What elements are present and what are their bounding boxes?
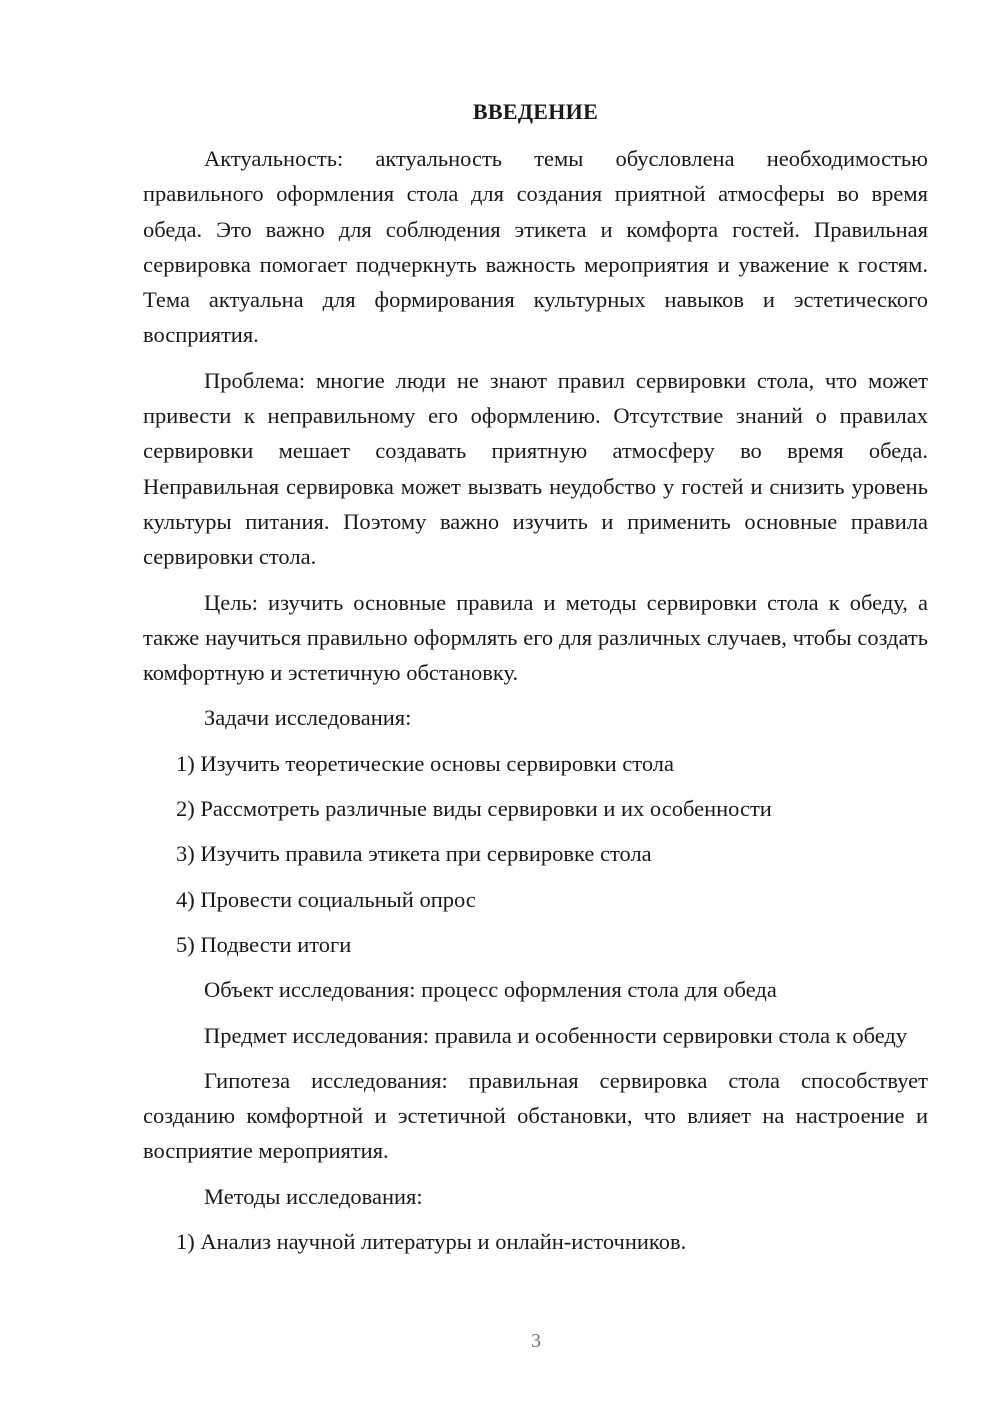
task-item: 2) Рассмотреть различные виды сервировки и их особенности bbox=[176, 796, 772, 822]
task-item: 1) Изучить теоретические основы сервировки стола bbox=[176, 750, 674, 776]
page-body bbox=[143, 94, 928, 1269]
paragraph-hypothesis: Гипотеза исследования: правильная сервировка стола способствует созданию комфортной и эстетичной обстановки, что влияет на настроение и восприятие мероприятия. bbox=[143, 1067, 928, 1164]
paragraph-object: Объект исследования: процесс оформления стола для обеда bbox=[204, 977, 777, 1003]
page-number: 3 bbox=[531, 1330, 541, 1352]
task-item: 3) Изучить правила этикета при сервировке стола bbox=[176, 841, 652, 867]
paragraph-subject: Предмет исследования: правила и особенности сервировки стола к обеду bbox=[204, 1022, 908, 1048]
paragraph-relevance: Актуальность: актуальность темы обусловлена необходимостью правильного оформления стола для создания приятной атмосферы во время обеда. Это важно для соблюдения этикета и комфорта гостей. Правильная сервировка помогает подчеркнуть важность мероприятия и уважение к гостям. Тема актуальна для формирования культурных навыков и эстетического восприятия. bbox=[143, 146, 928, 348]
tasks-heading: Задачи исследования: bbox=[204, 705, 412, 731]
page-title: ВВЕДЕНИЕ bbox=[472, 99, 599, 124]
method-item: 1) Анализ научной литературы и онлайн-источников. bbox=[176, 1229, 687, 1255]
task-item: 4) Провести социальный опрос bbox=[176, 886, 476, 912]
paragraph-goal: Цель: изучить основные правила и методы сервировки стола к обеду, а также научиться правильно оформлять его для различных случаев, чтобы создать комфортную и эстетичную обстановку. bbox=[143, 589, 928, 686]
paragraph-problem: Проблема: многие люди не знают правил сервировки стола, что может привести к неправильному его оформлению. Отсутствие знаний о правилах сервировки мешает создавать приятную атмосферу во время обеда. Неправильная сервировка может вызвать неудобство у гостей и снизить уровень культуры питания. Поэтому важно изучить и применить основные правила сервировки стола. bbox=[143, 367, 928, 570]
methods-heading: Методы исследования: bbox=[204, 1183, 423, 1209]
task-item: 5) Подвести итоги bbox=[176, 931, 352, 957]
